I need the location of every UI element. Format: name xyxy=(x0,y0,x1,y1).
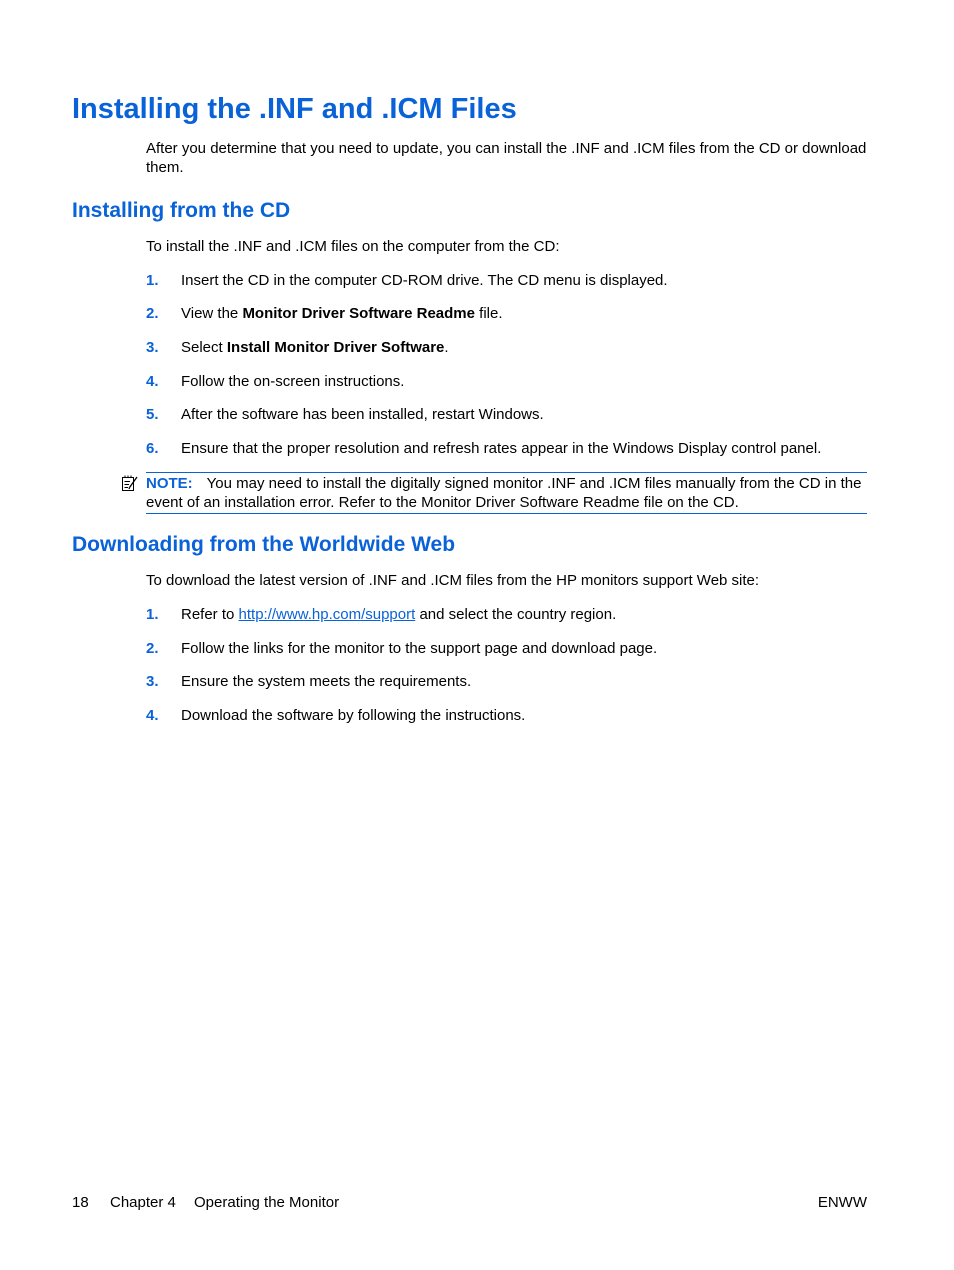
step-text: Select Install Monitor Driver Software. xyxy=(181,339,449,356)
step-text: Ensure the system meets the requirements. xyxy=(181,673,472,690)
footer-chapter-title: Operating the Monitor xyxy=(194,1194,340,1211)
note-text: You may need to install the digitally signed monitor .INF and .ICM files manually from the CD in the event of an installation error. Refer to the Monitor Driver Software Readme file on the CD. xyxy=(146,475,862,511)
readme-file-name: Monitor Driver Software Readme xyxy=(242,305,475,322)
note-icon xyxy=(120,474,139,493)
step-text: Refer to http://www.hp.com/support and select the country region. xyxy=(181,606,617,623)
step-text: Follow the links for the monitor to the support page and download page. xyxy=(181,640,658,657)
footer-page-number: 18 xyxy=(72,1194,89,1211)
page-title: Installing the .INF and .ICM Files xyxy=(72,93,517,125)
step-number: 6. xyxy=(146,440,159,457)
section-cd-intro: To install the .INF and .ICM files on the computer from the CD: xyxy=(146,238,560,255)
step-text: Ensure that the proper resolution and refresh rates appear in the Windows Display control panel. xyxy=(181,440,822,457)
step-text: Download the software by following the instructions. xyxy=(181,707,526,724)
install-option-name: Install Monitor Driver Software xyxy=(226,339,445,356)
step-number: 3. xyxy=(146,673,159,690)
hp-support-link[interactable]: http://www.hp.com/support xyxy=(238,606,416,623)
step-number: 1. xyxy=(146,272,159,289)
step-number: 4. xyxy=(146,707,159,724)
section-heading-web: Downloading from the Worldwide Web xyxy=(72,533,456,556)
step-text: View the Monitor Driver Software Readme file. xyxy=(181,305,503,322)
step-number: 3. xyxy=(146,339,159,356)
step-number: 5. xyxy=(146,406,159,423)
footer-doc-code: ENWW xyxy=(817,1194,867,1211)
note-box xyxy=(146,472,867,514)
step-number: 2. xyxy=(146,305,159,322)
intro-paragraph: After you determine that you need to update, you can install the .INF and .ICM files from the CD or download them. xyxy=(146,140,867,176)
step-number: 2. xyxy=(146,640,159,657)
section-heading-cd: Installing from the CD xyxy=(72,199,291,222)
step-number: 4. xyxy=(146,373,159,390)
section-web-intro: To download the latest version of .INF and .ICM files from the HP monitors support Web site: xyxy=(146,572,760,589)
note-label: NOTE: xyxy=(146,475,193,492)
step-text: After the software has been installed, restart Windows. xyxy=(181,406,544,423)
footer-chapter: Chapter 4 xyxy=(110,1194,176,1211)
step-number: 1. xyxy=(146,606,159,623)
step-text: Follow the on-screen instructions. xyxy=(181,373,405,390)
step-text: Insert the CD in the computer CD-ROM drive. The CD menu is displayed. xyxy=(181,272,668,289)
